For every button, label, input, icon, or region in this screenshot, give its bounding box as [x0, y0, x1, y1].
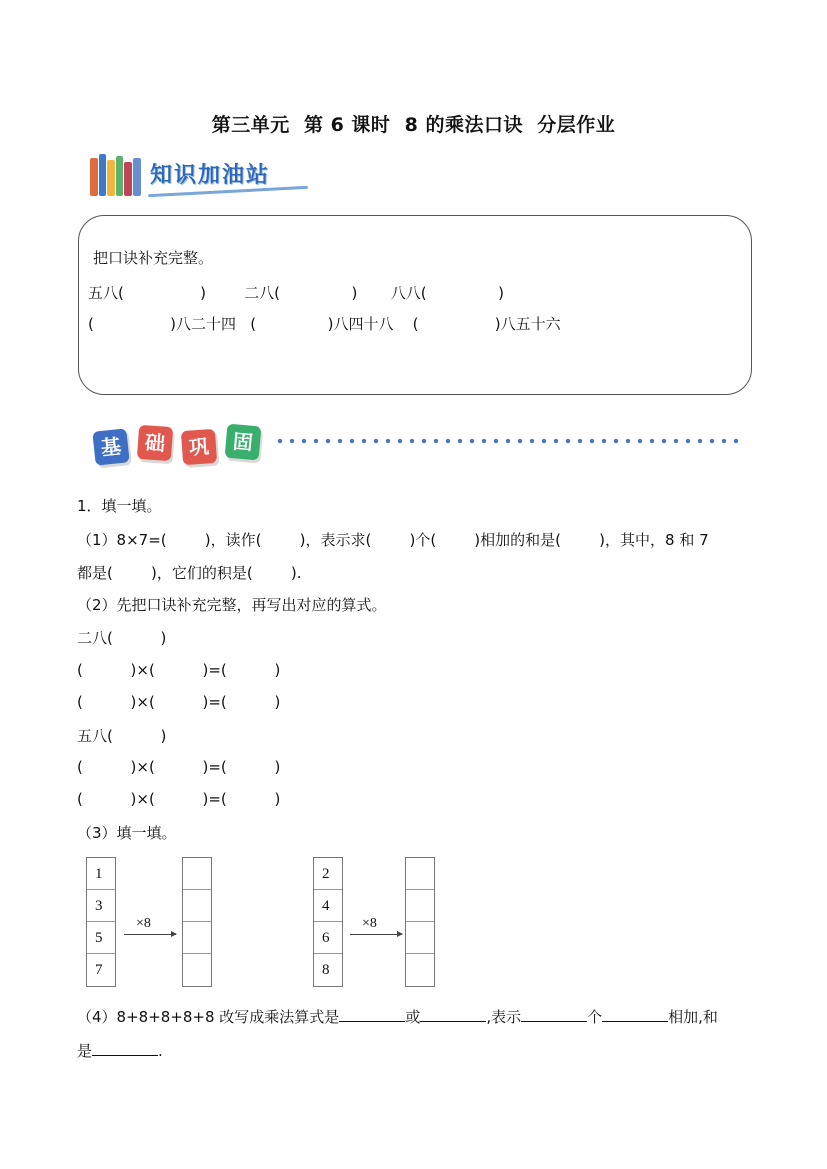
arrow-icon	[124, 934, 176, 935]
q1-part2-row: 五八( )	[77, 727, 167, 745]
q1-part4-is: 是	[77, 1042, 93, 1060]
basic-banner-tile-2: 础	[137, 425, 173, 461]
answer-cell[interactable]	[406, 858, 434, 890]
q1-part4-means: ,表示	[486, 1008, 522, 1026]
answer-blank[interactable]	[602, 1007, 668, 1022]
q1-part4-ge: 个	[587, 1008, 603, 1026]
q1-part4-line2	[77, 1040, 163, 1061]
answer-cell[interactable]	[406, 922, 434, 954]
answer-column-right	[405, 857, 435, 987]
multiply-label: ×8	[362, 916, 377, 931]
q1-part1-line2: 都是( )，它们的积是( ).	[77, 564, 302, 582]
q1-part4-add: 相加,和	[668, 1008, 718, 1026]
answer-cell[interactable]	[406, 890, 434, 922]
q1-part4-or: 或	[405, 1008, 421, 1026]
q1-part2-row: 二八( )	[77, 629, 167, 647]
q1-part2-row: ( )×( )=( )	[77, 790, 281, 808]
answer-column-left	[182, 857, 212, 987]
answer-cell[interactable]	[183, 922, 211, 954]
q1-heading: 1．填一填。	[77, 497, 162, 515]
knowledge-instruction: 把口诀补充完整。	[93, 249, 214, 267]
answer-cell[interactable]	[183, 954, 211, 986]
q1-part2-heading: （2）先把口诀补充完整，再写出对应的算式。	[77, 596, 387, 614]
table-cell: 3	[87, 890, 115, 922]
answer-blank[interactable]	[420, 1007, 486, 1022]
q1-part4-end: .	[158, 1042, 163, 1060]
q1-part4-text: （4）8+8+8+8+8 改写成乘法算式是	[77, 1008, 340, 1026]
input-column-right	[313, 857, 343, 987]
knowledge-banner-text: 知识加油站	[150, 163, 271, 188]
table-cell: 5	[87, 922, 115, 954]
input-column-left	[86, 857, 116, 987]
answer-blank[interactable]	[521, 1007, 587, 1022]
table-cell: 2	[314, 858, 342, 890]
q1-part2-row: ( )×( )=( )	[77, 693, 281, 711]
table-cell: 6	[314, 922, 342, 954]
knowledge-box	[78, 215, 752, 395]
table-cell: 7	[95, 962, 103, 978]
answer-blank[interactable]	[339, 1007, 405, 1022]
q1-part3-heading: （3）填一填。	[77, 824, 177, 842]
basic-banner-tile-4: 固	[225, 424, 262, 461]
answer-blank[interactable]	[92, 1041, 158, 1056]
answer-cell[interactable]	[183, 858, 211, 890]
q1-part2-row: ( )×( )=( )	[77, 758, 281, 776]
basic-banner-tile-1: 基	[92, 428, 129, 465]
basic-banner	[86, 420, 272, 472]
q1-part2-row: ( )×( )=( )	[77, 661, 281, 679]
answer-cell[interactable]	[406, 954, 434, 986]
knowledge-line-1: 五八( ) 二八( ) 八八( )	[88, 284, 504, 302]
q1-part1-line1: （1）8×7=( )，读作( )，表示求( )个( )相加的和是( )，其中，8 和 7	[77, 531, 709, 549]
page-title: 第三单元 第 6 课时 8 的乘法口诀 分层作业	[211, 114, 616, 136]
knowledge-line-2: ( )八二十四 ( )八四十八 ( )八五十六	[88, 315, 561, 333]
knowledge-banner	[88, 152, 318, 198]
table-cell: 1	[87, 858, 115, 890]
dotted-divider	[274, 437, 744, 445]
table-cell: 4	[314, 890, 342, 922]
books-icon	[88, 152, 144, 196]
table-cell: 8	[322, 962, 330, 978]
multiply-label: ×8	[136, 916, 151, 931]
q1-part4-line1	[77, 1006, 718, 1027]
basic-banner-tile-3: 巩	[181, 429, 217, 465]
arrow-icon	[350, 934, 402, 935]
answer-cell[interactable]	[183, 890, 211, 922]
